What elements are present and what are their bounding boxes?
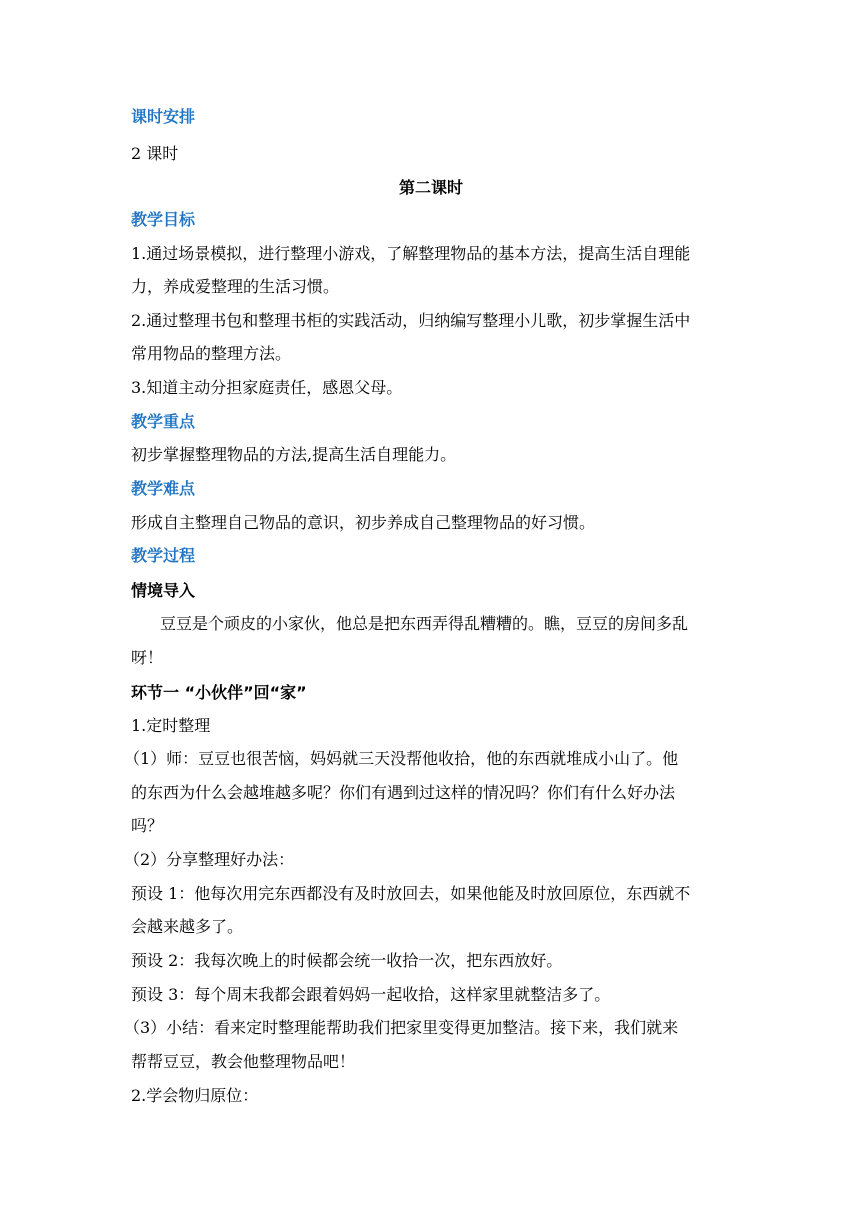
intro-line-1: 豆豆是个顽皮的小家伙，他总是把东西弄得乱糟糟的。瞧，豆豆的房间多乱 [160, 614, 689, 633]
section-1-para-3-line-1: （3）小结：看来定时整理能帮助我们把家里变得更加整洁。接下来，我们就来 [124, 1018, 679, 1037]
difficult-points-text: 形成自主整理自己物品的意识，初步养成自己整理物品的好习惯。 [131, 513, 596, 532]
preset-2: 预设 2：我每次晚上的时候都会统一收拾一次，把东西放好。 [131, 951, 563, 970]
goal-2-line-1: 2.通过整理书包和整理书柜的实践活动，归纳编写整理小儿歌，初步掌握生活中 [131, 311, 691, 330]
heading-scene-intro: 情境导入 [131, 581, 196, 600]
section-1-item-2: 2.学会物归原位： [131, 1086, 259, 1105]
heading-teaching-goals: 教学目标 [131, 210, 196, 229]
heading-teaching-process: 教学过程 [131, 546, 196, 565]
intro-line-2: 呀！ [131, 648, 164, 667]
section-1-para-3-line-2: 帮帮豆豆，教会他整理物品吧！ [131, 1052, 356, 1071]
key-points-text: 初步掌握整理物品的方法,提高生活自理能力。 [131, 445, 457, 464]
goal-2-line-2: 常用物品的整理方法。 [131, 344, 292, 363]
heading-lesson-arrangement: 课时安排 [131, 107, 196, 126]
heading-difficult-points: 教学难点 [131, 479, 196, 498]
preset-1-line-2: 会越来越多了。 [131, 917, 244, 936]
preset-1-line-1: 预设 1：他每次用完东西都没有及时放回去，如果他能及时放回原位，东西就不 [131, 884, 691, 903]
section-1-para-1-line-1: （1）师：豆豆也很苦恼，妈妈就三天没帮他收拾，他的东西就堆成小山了。他 [124, 749, 679, 768]
section-1-para-2: （2）分享整理好办法： [124, 850, 295, 869]
section-1-item-1: 1.定时整理 [131, 716, 211, 735]
lesson-count: 2 课时 [131, 144, 179, 163]
goal-1-line-1: 1.通过场景模拟，进行整理小游戏，了解整理物品的基本方法，提高生活自理能 [131, 244, 691, 263]
section-1-para-1-line-2: 的东西为什么会越堆越多呢？你们有遇到过这样的情况吗？你们有什么好办法 [131, 783, 676, 802]
section-1-para-1-line-3: 吗？ [131, 816, 164, 835]
heading-second-lesson: 第二课时 [398, 178, 463, 197]
goal-3: 3.知道主动分担家庭责任，感恩父母。 [131, 378, 403, 397]
heading-key-points: 教学重点 [131, 412, 196, 431]
preset-3: 预设 3：每个周末我都会跟着妈妈一起收拾，这样家里就整洁多了。 [131, 985, 611, 1004]
goal-1-line-2: 力，养成爱整理的生活习惯。 [131, 277, 340, 296]
heading-section-1: 环节一 “小伙伴”回“家” [131, 683, 307, 702]
